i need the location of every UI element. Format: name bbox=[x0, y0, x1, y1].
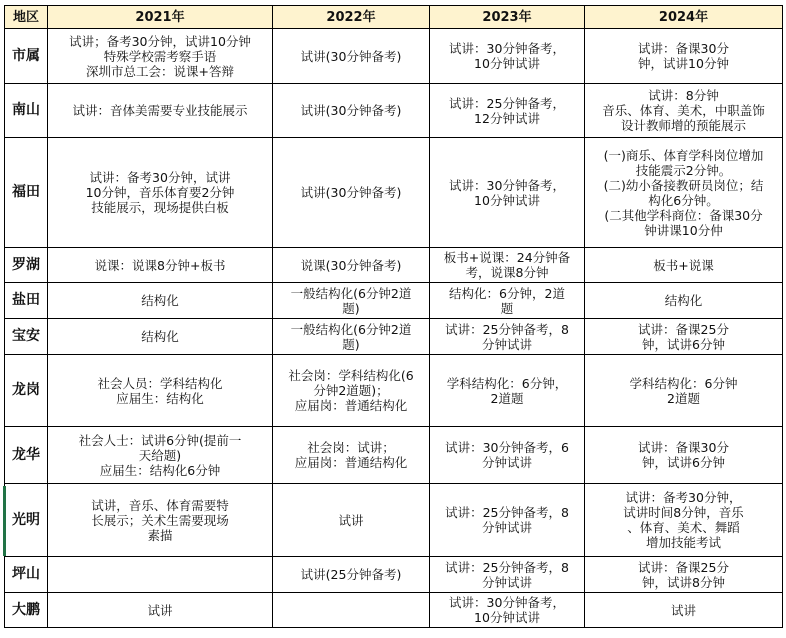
table-cell[interactable] bbox=[273, 84, 430, 138]
cell-text: 社会岗：试讲； 应届岗：普通结构化 bbox=[294, 440, 408, 470]
cell-text: 试讲：30分钟备考， 10分钟试讲 bbox=[449, 41, 565, 71]
table-cell[interactable] bbox=[48, 427, 273, 484]
cell-text: 试讲(30分钟备考) bbox=[300, 48, 402, 64]
region-cell[interactable]: 南山 bbox=[5, 84, 48, 138]
table-cell[interactable] bbox=[430, 427, 585, 484]
header-year-2023[interactable]: 2023年 bbox=[430, 6, 585, 29]
header-year-2024[interactable]: 2024年 bbox=[585, 6, 783, 29]
header-year-2022[interactable]: 2022年 bbox=[273, 6, 430, 29]
table-row bbox=[5, 593, 783, 628]
table-row bbox=[5, 355, 783, 427]
table-cell[interactable] bbox=[430, 355, 585, 427]
table-cell[interactable] bbox=[48, 557, 273, 593]
table-cell[interactable] bbox=[48, 593, 273, 628]
table-cell[interactable] bbox=[430, 593, 585, 628]
cell-text: 说课(30分钟备考) bbox=[300, 257, 402, 273]
header-region[interactable]: 地区 bbox=[5, 6, 48, 29]
cell-text: 试讲，音乐、体育需要特 长展示；关术生需要现场 素描 bbox=[91, 497, 229, 543]
table-cell[interactable] bbox=[430, 283, 585, 319]
table-row bbox=[5, 557, 783, 593]
table-cell[interactable] bbox=[273, 138, 430, 248]
cell-text: 试讲：30分钟备考， 10分钟试讲 bbox=[449, 177, 565, 208]
selected-cell-indicator bbox=[3, 486, 6, 556]
table-cell[interactable] bbox=[585, 593, 783, 628]
cell-text: 板书+说课 bbox=[653, 257, 714, 273]
table-cell[interactable] bbox=[585, 283, 783, 319]
cell-text: 试讲：30分钟备考，6 分钟试讲 bbox=[445, 440, 569, 470]
cell-text: 试讲：备课30分 钟，试讲10分钟 bbox=[638, 41, 729, 71]
table-cell[interactable] bbox=[273, 557, 430, 593]
cell-text: 试讲：25分钟备考，8 分钟试讲 bbox=[445, 559, 569, 590]
table-cell[interactable] bbox=[48, 484, 273, 557]
region-cell[interactable]: 宝安 bbox=[5, 319, 48, 355]
exam-format-table bbox=[4, 5, 783, 628]
cell-text: 试讲：25分钟备考，8 分钟试讲 bbox=[445, 321, 569, 352]
cell-text: 结构化 bbox=[141, 293, 179, 308]
table-cell[interactable] bbox=[430, 138, 585, 248]
region-cell[interactable]: 罗湖 bbox=[5, 248, 48, 283]
header-row bbox=[5, 6, 783, 29]
region-cell[interactable]: 龙岗 bbox=[5, 355, 48, 427]
cell-text: 一般结构化(6分钟2道 题) bbox=[290, 285, 412, 316]
table-cell[interactable] bbox=[48, 84, 273, 138]
table-cell[interactable] bbox=[430, 319, 585, 355]
region-cell[interactable]: 大鹏 bbox=[5, 593, 48, 628]
cell-text: 结构化：6分钟，2道 题 bbox=[449, 285, 565, 316]
cell-text: 说课：说课8分钟+板书 bbox=[94, 257, 226, 273]
cell-text: 试讲：30分钟备考， 10分钟试讲 bbox=[449, 595, 565, 625]
table-cell[interactable] bbox=[585, 84, 783, 138]
cell-text: 试讲；备考30分钟，试讲10分钟 特殊学校需考察手语 深圳市总工会：说课+答辩 bbox=[69, 33, 251, 79]
cell-text: 学科结构化：6分钟 2道题 bbox=[629, 375, 738, 406]
cell-text: 试讲 bbox=[147, 602, 173, 618]
table-cell[interactable] bbox=[430, 84, 585, 138]
cell-text: 试讲：备课25分 钟，试讲8分钟 bbox=[638, 559, 729, 590]
table-row bbox=[5, 427, 783, 484]
cell-text: 社会人员：学科结构化 应届生：结构化 bbox=[97, 375, 223, 406]
cell-text: 试讲：备课25分 钟，试讲6分钟 bbox=[638, 321, 729, 352]
table-row bbox=[5, 283, 783, 319]
cell-text: 一般结构化(6分钟2道 题) bbox=[290, 321, 412, 352]
table-row bbox=[5, 319, 783, 355]
cell-text: 试讲(30分钟备考) bbox=[300, 103, 402, 118]
cell-text: 社会人士：试讲6分钟(提前一 天给题) 应届生：结构化6分钟 bbox=[78, 432, 242, 478]
table-cell[interactable] bbox=[48, 283, 273, 319]
table-cell[interactable] bbox=[430, 484, 585, 557]
cell-text: 试讲：备考30分钟， 试讲时间8分钟，音乐 、体育、美术、舞蹈 增加技能考试 bbox=[623, 490, 744, 550]
cell-text: 试讲：音体美需要专业技能展示 bbox=[72, 103, 248, 118]
table-cell[interactable] bbox=[273, 283, 430, 319]
region-cell[interactable]: 坪山 bbox=[5, 557, 48, 593]
table-cell[interactable] bbox=[430, 557, 585, 593]
table-cell[interactable] bbox=[273, 319, 430, 355]
table-cell[interactable] bbox=[430, 29, 585, 84]
cell-text: 结构化 bbox=[141, 329, 179, 344]
table-cell[interactable] bbox=[585, 427, 783, 484]
cell-text: 试讲：备课30分 钟，试讲6分钟 bbox=[638, 440, 729, 470]
cell-text: 试讲 bbox=[670, 602, 696, 618]
table-cell[interactable] bbox=[585, 484, 783, 557]
table-cell[interactable] bbox=[273, 427, 430, 484]
cell-text: 试讲：25分钟备考， 12分钟试讲 bbox=[449, 95, 565, 126]
table-cell[interactable] bbox=[585, 29, 783, 84]
header-year-2021[interactable]: 2021年 bbox=[48, 6, 273, 29]
cell-text: (一)商乐、体育学科岗位增加 技能震示2分钟。 (二)幼小备接教研员岗位；结 构化6分钟。 (二其他学科商位：备课30分 钟讲课10分仲 bbox=[603, 147, 764, 238]
cell-text: 社会岗：学科结构化(6 分钟2道题)； 应届岗：普通结构化 bbox=[288, 368, 414, 413]
table-cell[interactable] bbox=[48, 29, 273, 84]
table-row bbox=[5, 484, 783, 557]
table-cell[interactable] bbox=[273, 593, 430, 628]
table-cell[interactable] bbox=[48, 138, 273, 248]
cell-text: 试讲：25分钟备考，8 分钟试讲 bbox=[445, 505, 569, 535]
cell-text: 试讲(30分钟备考) bbox=[300, 185, 402, 200]
region-cell[interactable]: 市属 bbox=[5, 29, 48, 84]
table-cell[interactable] bbox=[585, 319, 783, 355]
table-cell[interactable] bbox=[585, 138, 783, 248]
cell-text: 试讲：8分钟 音乐、体育、美术，中职盖饰 设计教师增的预能展示 bbox=[602, 88, 765, 133]
table-cell[interactable] bbox=[273, 484, 430, 557]
table-cell[interactable] bbox=[585, 557, 783, 593]
table-row bbox=[5, 29, 783, 84]
table-cell[interactable] bbox=[48, 355, 273, 427]
region-cell[interactable]: 盐田 bbox=[5, 283, 48, 319]
table-cell[interactable] bbox=[48, 248, 273, 283]
table-cell[interactable] bbox=[430, 248, 585, 283]
cell-text: 试讲(25分钟备考) bbox=[300, 567, 402, 582]
region-cell[interactable]: 龙华 bbox=[5, 427, 48, 484]
table-cell[interactable] bbox=[273, 29, 430, 84]
table-cell[interactable] bbox=[585, 355, 783, 427]
region-cell[interactable]: 光明 bbox=[5, 484, 48, 557]
table-row bbox=[5, 248, 783, 283]
table-row bbox=[5, 84, 783, 138]
table-cell[interactable] bbox=[48, 319, 273, 355]
table-cell[interactable] bbox=[273, 248, 430, 283]
table-cell[interactable] bbox=[273, 355, 430, 427]
cell-text: 结构化 bbox=[664, 293, 703, 308]
cell-text: 试讲 bbox=[338, 512, 364, 528]
cell-text: 学科结构化：6分钟， 2道题 bbox=[446, 375, 568, 406]
cell-text: 板书+说课：24分钟备 考，说课8分钟 bbox=[443, 250, 571, 280]
table-cell[interactable] bbox=[585, 248, 783, 283]
cell-text: 试讲：备考30分钟，试讲 10分钟，音乐体育要2分钟 技能展示，现场提供白板 bbox=[85, 170, 235, 215]
region-cell[interactable]: 福田 bbox=[5, 138, 48, 248]
table-row bbox=[5, 138, 783, 248]
